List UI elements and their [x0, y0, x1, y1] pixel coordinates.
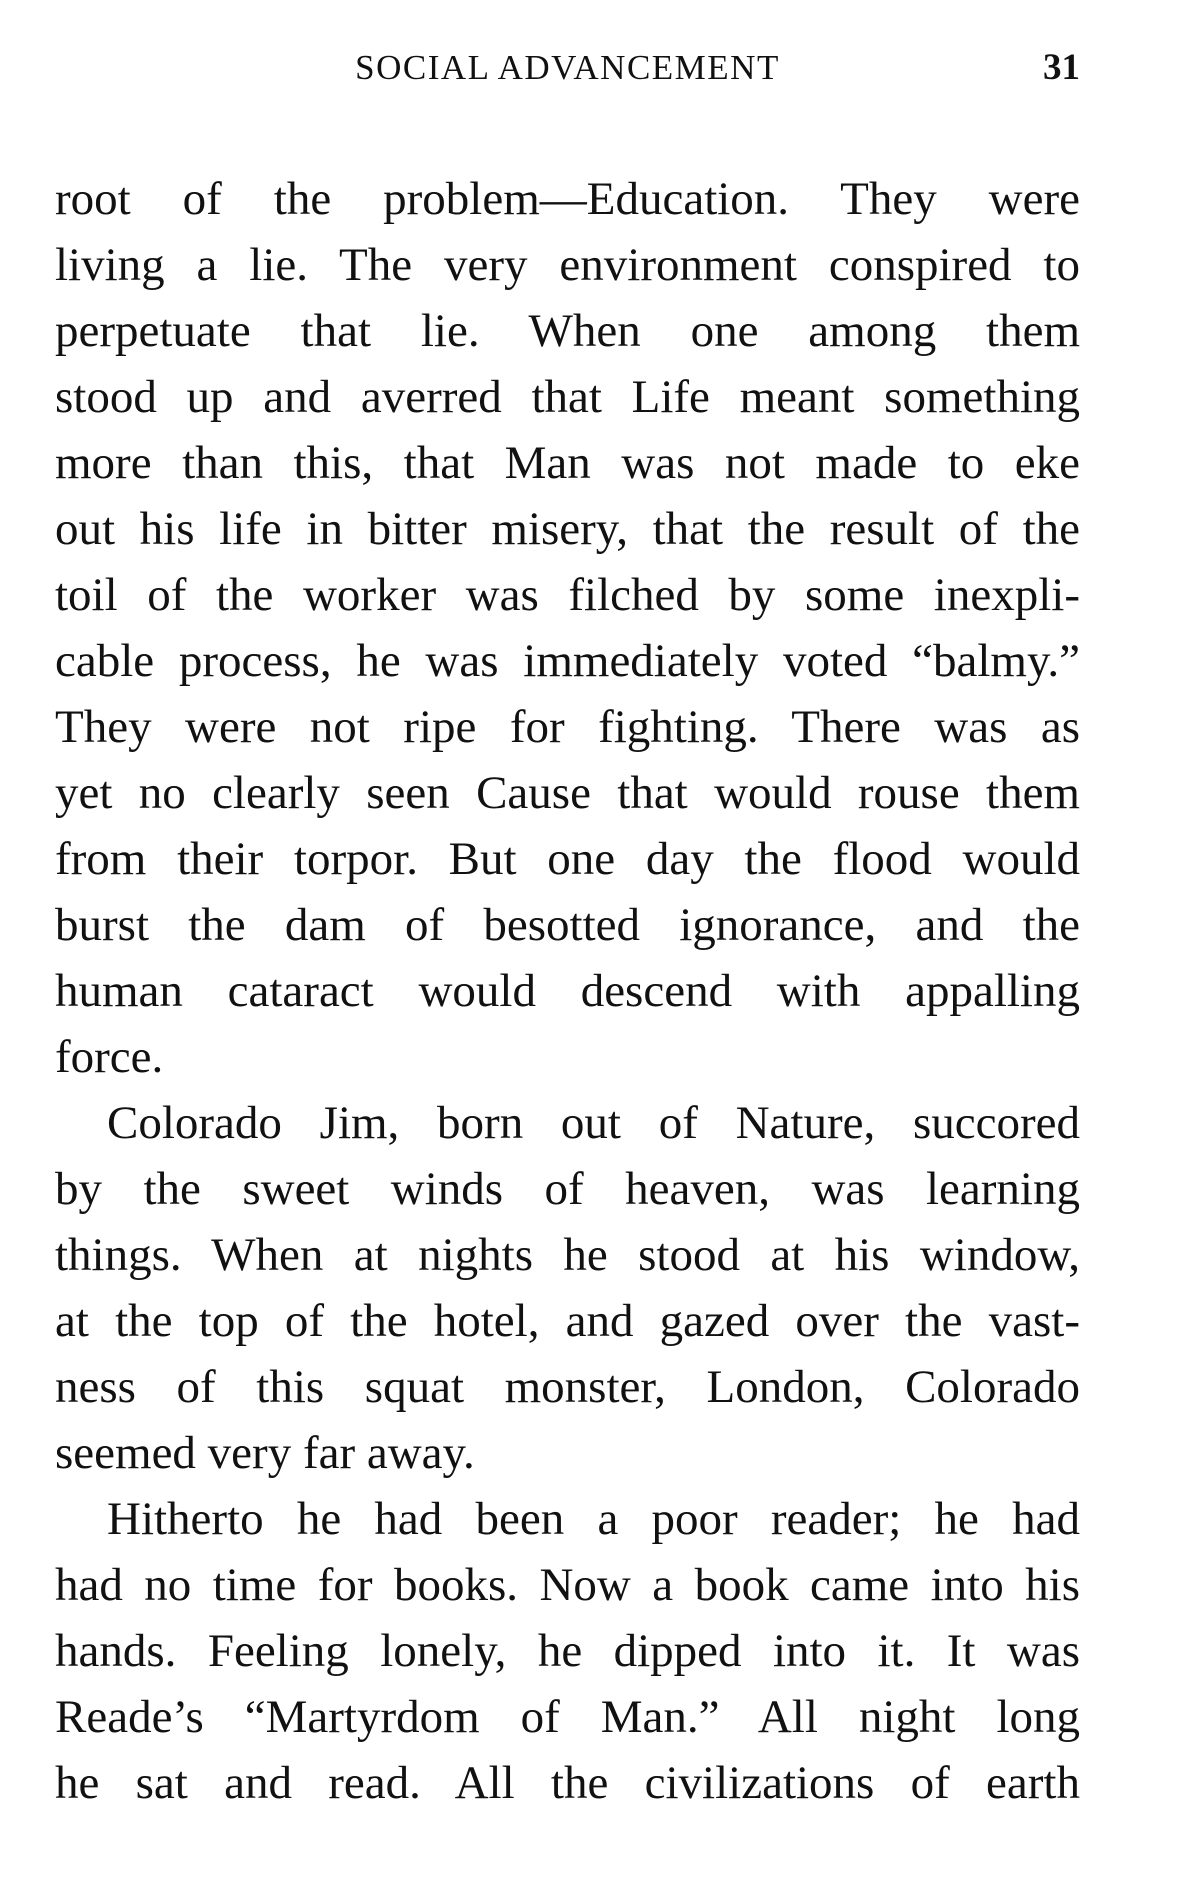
text-line: Reade’s “Martyrdom of Man.” All night long — [55, 1691, 1080, 1743]
text-line: at the top of the hotel, and gazed over the vast- — [55, 1295, 1080, 1347]
text-line: cable process, he was immediately voted “balmy.” — [55, 635, 1080, 687]
paragraph — [55, 1090, 1080, 1486]
running-head: SOCIAL ADVANCEMENT — [355, 48, 780, 87]
book-page — [55, 38, 1080, 1816]
text-line: things. When at nights he stood at his window, — [55, 1229, 1080, 1281]
text-line: he sat and read. All the civilizations of earth — [55, 1757, 1080, 1809]
paragraph — [55, 1486, 1080, 1816]
text-line: more than this, that Man was not made to eke — [55, 437, 1080, 489]
text-line: ness of this squat monster, London, Colorado — [55, 1361, 1080, 1413]
text-line: Hitherto he had been a poor reader; he had — [107, 1493, 1080, 1545]
text-line: force. — [55, 1031, 164, 1083]
text-line: perpetuate that lie. When one among them — [55, 305, 1080, 357]
page-header — [55, 38, 1080, 98]
text-line: Colorado Jim, born out of Nature, succored — [107, 1097, 1080, 1149]
text-line: from their torpor. But one day the flood would — [55, 833, 1080, 885]
text-line: yet no clearly seen Cause that would rouse them — [55, 767, 1080, 819]
text-line: burst the dam of besotted ignorance, and the — [55, 899, 1080, 951]
text-line: hands. Feeling lonely, he dipped into it. It was — [55, 1625, 1080, 1677]
text-line: stood up and averred that Life meant something — [55, 371, 1080, 423]
text-line: living a lie. The very environment conspired to — [55, 239, 1080, 291]
text-line: out his life in bitter misery, that the result of the — [55, 503, 1080, 555]
text-line: seemed very far away. — [55, 1427, 475, 1479]
text-line: by the sweet winds of heaven, was learning — [55, 1163, 1080, 1215]
text-line: had no time for books. Now a book came into his — [55, 1559, 1080, 1611]
text-line: root of the problem—Education. They were — [55, 173, 1080, 225]
text-line: human cataract would descend with appalling — [55, 965, 1080, 1017]
body-text — [55, 166, 1080, 1816]
paragraph — [55, 166, 1080, 1090]
text-line: They were not ripe for fighting. There was as — [55, 701, 1080, 753]
page-number: 31 — [1043, 47, 1080, 88]
text-line: toil of the worker was filched by some inexpli- — [55, 569, 1080, 621]
